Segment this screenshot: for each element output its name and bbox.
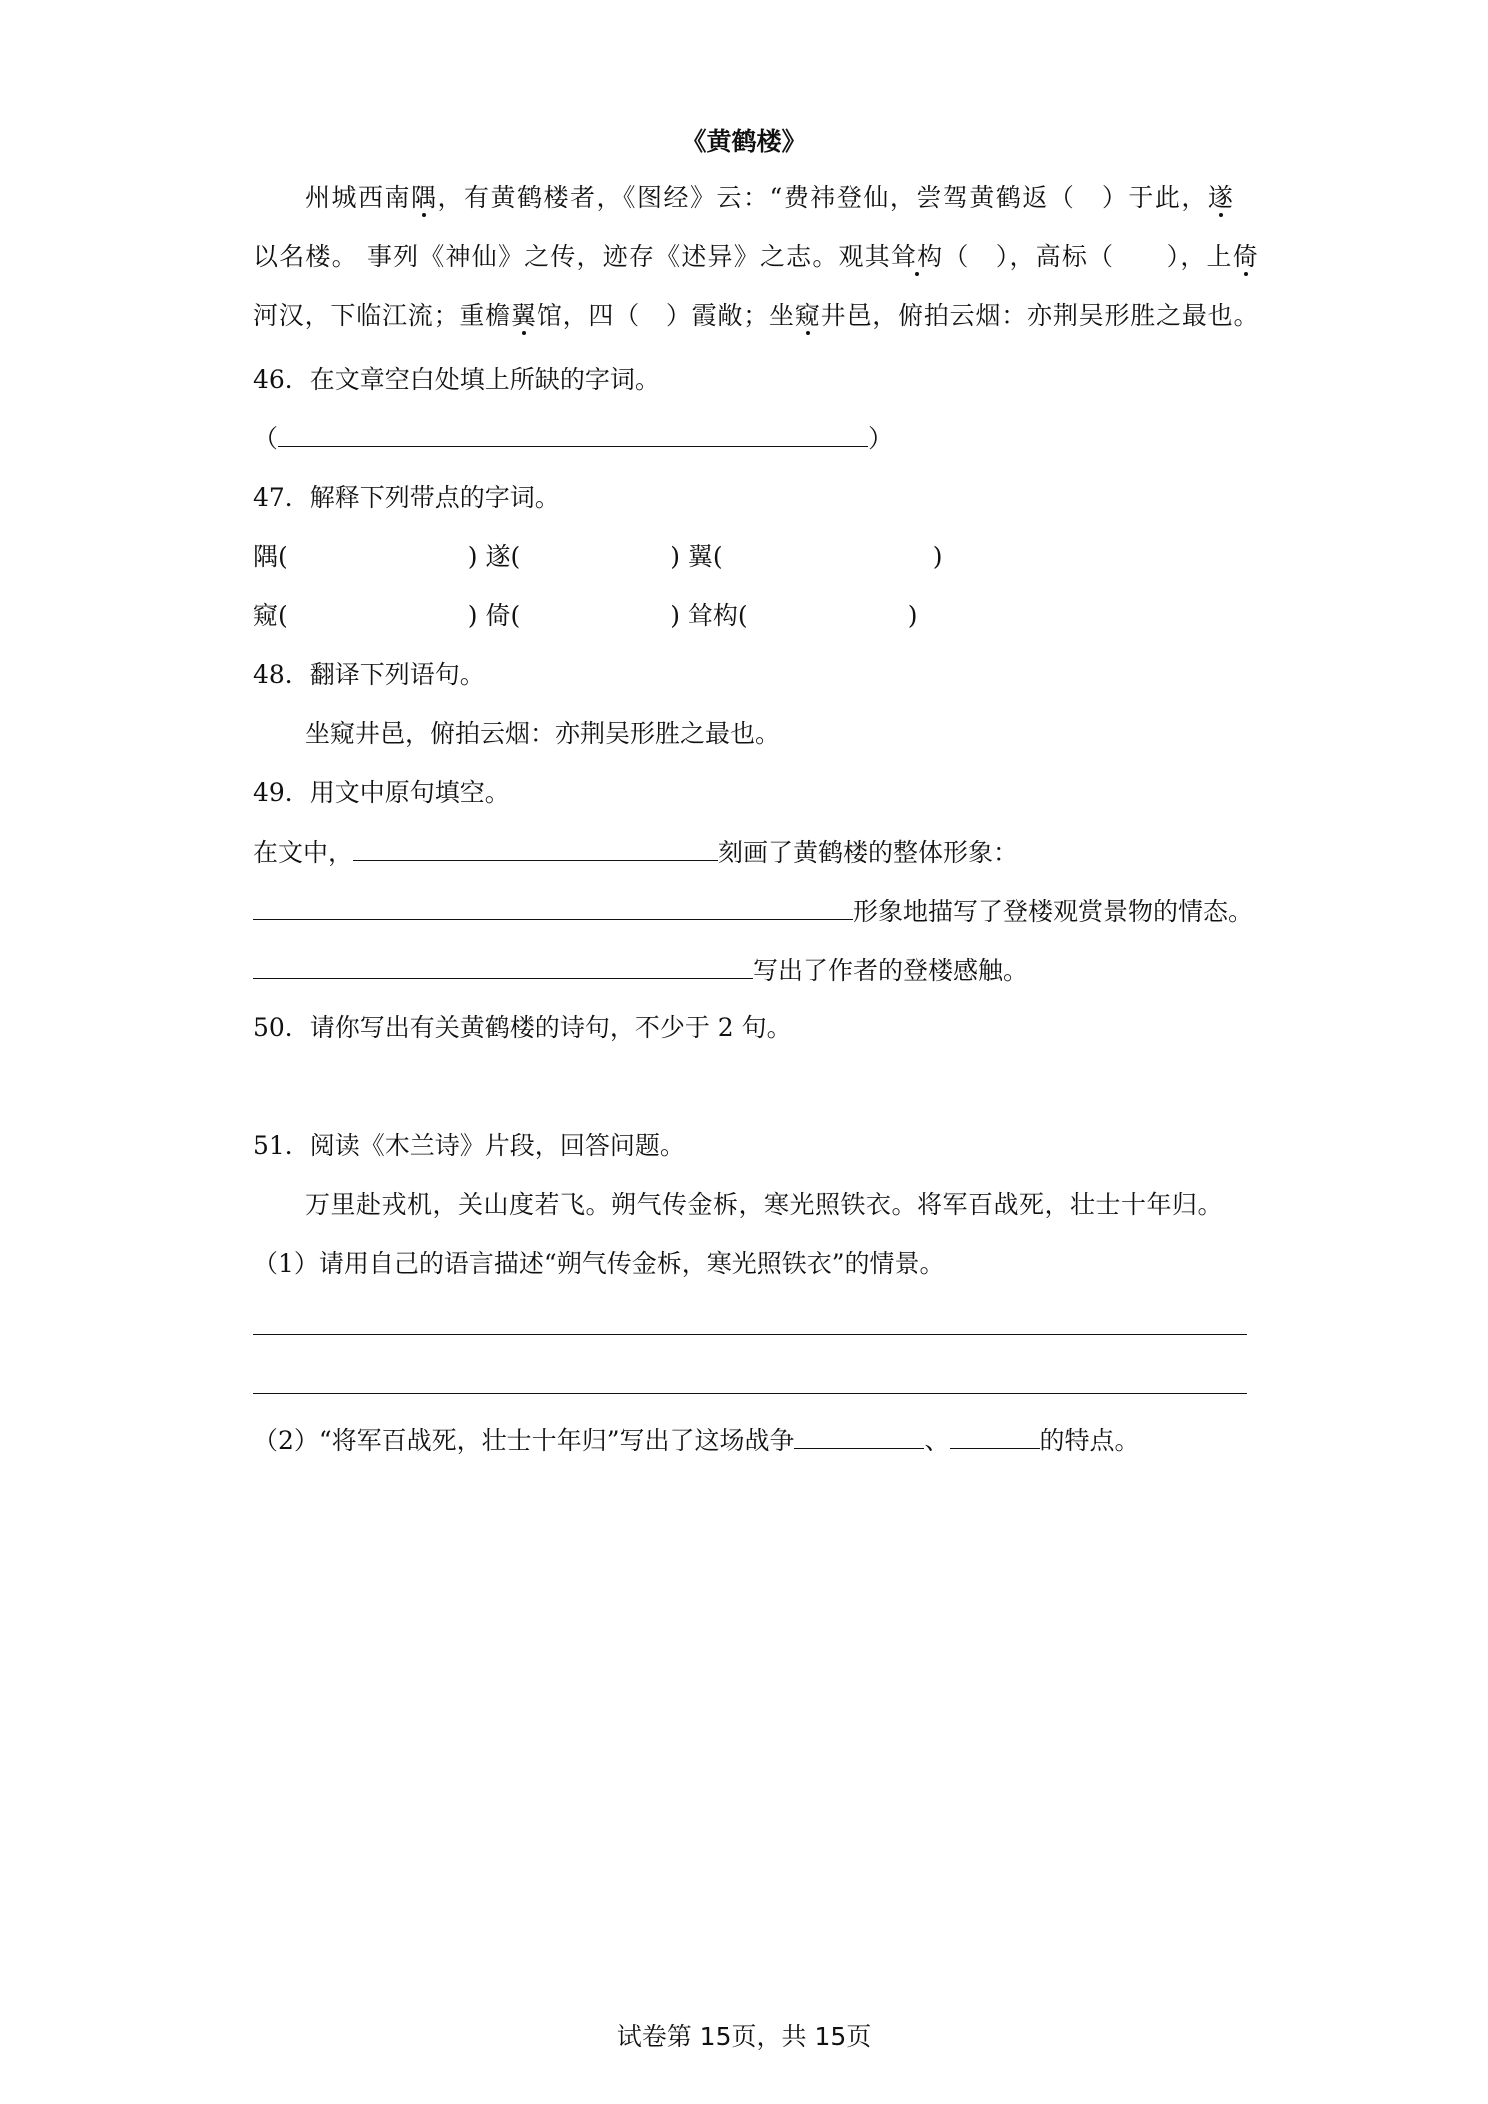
dotted-char: 窥 — [794, 301, 821, 330]
answer-blank[interactable] — [353, 836, 718, 861]
document-title: 《黄鹤楼》 — [681, 127, 807, 156]
q51-poem: 万里赴戎机，关山度若飞。朔气传金柝，寒光照铁衣。将军百战死，壮士十年归。 — [305, 1190, 1224, 1219]
dotted-char: 隅 — [411, 183, 438, 212]
passage-line-2: 以名楼。 事列《神仙》之传，迹存《述异》之志。观其耸构（ ），高标（ ），上倚 — [253, 242, 1259, 271]
q50-prompt: 50．请你写出有关黄鹤楼的诗句，不少于 2 句。 — [253, 1013, 792, 1042]
q46-prompt: 46．在文章空白处填上所缺的字词。 — [253, 365, 660, 394]
dotted-char: 耸构 — [890, 242, 944, 271]
q47-row-2: 窥( ) 倚( ) 耸构( ) — [253, 601, 918, 630]
answer-blank[interactable] — [794, 1424, 924, 1449]
answer-blank[interactable] — [278, 422, 868, 447]
dotted-char: 翼 — [511, 301, 537, 330]
dotted-char: 遂 — [1207, 183, 1235, 212]
q49-line-3: 写出了作者的登楼感触。 — [253, 954, 1028, 987]
q49-line-1: 在文中， 刻画了黄鹤楼的整体形象： — [253, 838, 1019, 867]
passage-line-1: 州城西南隅，有黄鹤楼者，《图经》云：“费祎登仙，尝驾黄鹤返（ ）于此，遂 — [305, 183, 1235, 212]
q51-prompt: 51．阅读《木兰诗》片段，回答问题。 — [253, 1131, 685, 1160]
q51-sub2: （2）“将军百战死，壮士十年归”写出了这场战争 、 的特点。 — [253, 1426, 1140, 1455]
answer-blank[interactable] — [253, 895, 853, 920]
q47-prompt: 47．解释下列带点的字词。 — [253, 483, 560, 512]
page-footer: 试卷第 15页，共 15页 — [616, 2022, 872, 2051]
passage-line-3: 河汉，下临江流；重檐翼馆，四（ ）霞敞；坐窥井邑，俯拍云烟：亦荆吴形胜之最也。 — [253, 301, 1260, 330]
q51-sub1: （1）请用自己的语言描述“朔气传金柝，寒光照铁衣”的情景。 — [253, 1249, 945, 1278]
q48-sentence: 坐窥井邑，俯拍云烟：亦荆吴形胜之最也。 — [305, 719, 781, 748]
q49-line-2: 形象地描写了登楼观赏景物的情态。 — [253, 895, 1253, 928]
q48-prompt: 48．翻译下列语句。 — [253, 660, 485, 689]
q49-prompt: 49．用文中原句填空。 — [253, 778, 510, 807]
dotted-char: 倚 — [1232, 242, 1259, 271]
answer-rule[interactable] — [253, 1393, 1247, 1394]
answer-blank[interactable] — [950, 1424, 1040, 1449]
q47-row-1: 隅( ) 遂( ) 翼( ) — [253, 542, 943, 571]
answer-rule[interactable] — [253, 1334, 1247, 1335]
q46-answer-line: （ ） — [253, 424, 894, 453]
answer-blank[interactable] — [253, 954, 753, 979]
